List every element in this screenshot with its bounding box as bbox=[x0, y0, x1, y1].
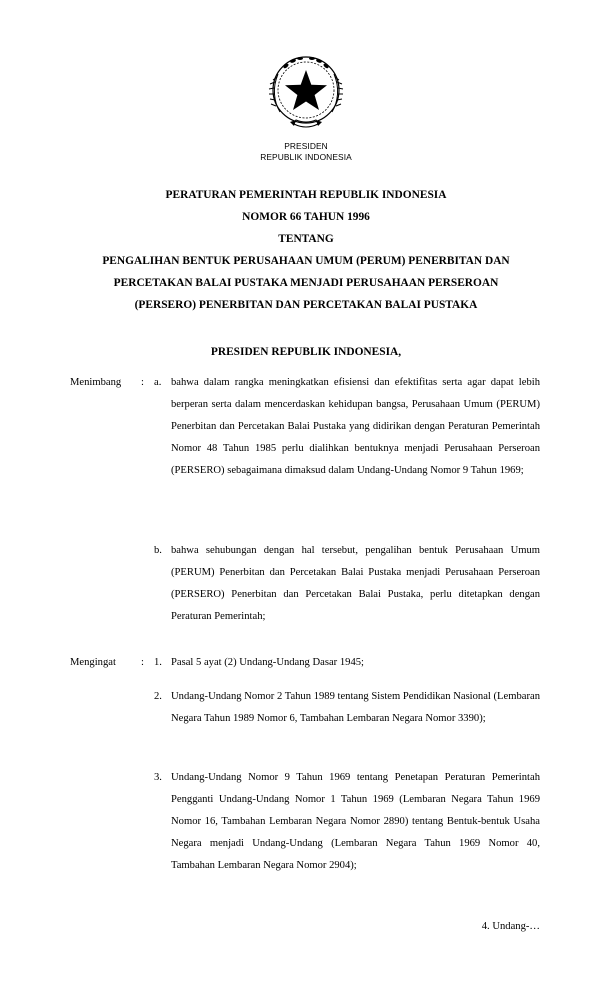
title-line-5: PERCETAKAN BALAI PUSTAKA MENJADI PERUSAHAAN PERSEROAN bbox=[113, 277, 499, 289]
item-text: bahwa sehubungan dengan hal tersebut, pengalihan bentuk Perusahaan Umum (PERUM) Penerbitan dan Percetakan Balai Pustaka menjadi Perusahaan Perseroan (PERSERO) Penerbitan dan Percetakan Balai Pustaka, perlu ditetapkan dengan Peraturan Pemerintah; bbox=[171, 545, 540, 622]
emblem-caption-republic: REPUBLIK INDONESIA bbox=[260, 152, 352, 162]
item-number: b. bbox=[154, 545, 162, 556]
menimbang-item-b bbox=[154, 540, 540, 628]
item-text: Pasal 5 ayat (2) Undang-Undang Dasar 1945; bbox=[171, 657, 364, 668]
title-line-1: PERATURAN PEMERINTAH REPUBLIK INDONESIA bbox=[165, 189, 447, 201]
regulation-title bbox=[60, 184, 552, 316]
item-text: Undang-Undang Nomor 9 Tahun 1969 tentang Penetapan Peraturan Pemerintah Pengganti Undang-Undang Nomor 1 Tahun 1969 (Lembaran Negara Tahun 1969 Nomor 16, Tambahan Lembaran Negara Nomor 2890) tentang Bentuk-bentuk Usaha Negara menjadi Undang-Undang (Lembaran Negara Tahun 1969 Nomor 40, Tambahan Lembaran Negara Nomor 2904); bbox=[171, 772, 540, 871]
page-continuation: 4. Undang-… bbox=[481, 921, 540, 932]
emblem-caption-president: PRESIDEN bbox=[284, 141, 328, 151]
item-number: 2. bbox=[154, 691, 162, 702]
title-line-4: PENGALIHAN BENTUK PERUSAHAAN UMUM (PERUM) PENERBITAN DAN bbox=[102, 255, 510, 267]
menimbang-item-a bbox=[154, 372, 540, 482]
item-number: a. bbox=[154, 377, 162, 388]
garuda-emblem-icon bbox=[266, 52, 346, 134]
title-line-3: TENTANG bbox=[278, 233, 334, 245]
mengingat-item-3 bbox=[154, 767, 540, 877]
item-number: 3. bbox=[154, 772, 162, 783]
item-text: bahwa dalam rangka meningkatkan efisiensi dan efektifitas serta agar dapat lebih berperan serta dalam mencerdaskan kehidupan bangsa, Perusahaan Umum (PERUM) Penerbitan dan Percetakan Balai Pustaka yang didirikan dengan Peraturan Pemerintah Nomor 48 Tahun 1985 perlu dialihkan bentuknya menjadi Perusahaan Perseroan (PERSERO) sebagaimana dimaksud dalam Undang-Undang Nomor 9 Tahun 1969; bbox=[171, 377, 540, 476]
menimbang-label: Menimbang bbox=[70, 377, 122, 388]
mengingat-colon: : bbox=[141, 657, 144, 668]
president-heading: PRESIDEN REPUBLIK INDONESIA, bbox=[210, 346, 402, 358]
title-line-2: NOMOR 66 TAHUN 1996 bbox=[242, 211, 370, 223]
menimbang-colon: : bbox=[141, 377, 144, 388]
mengingat-item-1 bbox=[154, 652, 540, 674]
mengingat-item-2 bbox=[154, 686, 540, 730]
item-number: 1. bbox=[154, 657, 162, 668]
title-line-6: (PERSERO) PENERBITAN DAN PERCETAKAN BALAI PUSTAKA bbox=[134, 299, 478, 311]
mengingat-label: Mengingat bbox=[70, 657, 116, 668]
item-text: Undang-Undang Nomor 2 Tahun 1989 tentang Sistem Pendidikan Nasional (Lembaran Negara Tahun 1989 Nomor 6, Tambahan Lembaran Negara Nomor 3390); bbox=[171, 691, 540, 724]
